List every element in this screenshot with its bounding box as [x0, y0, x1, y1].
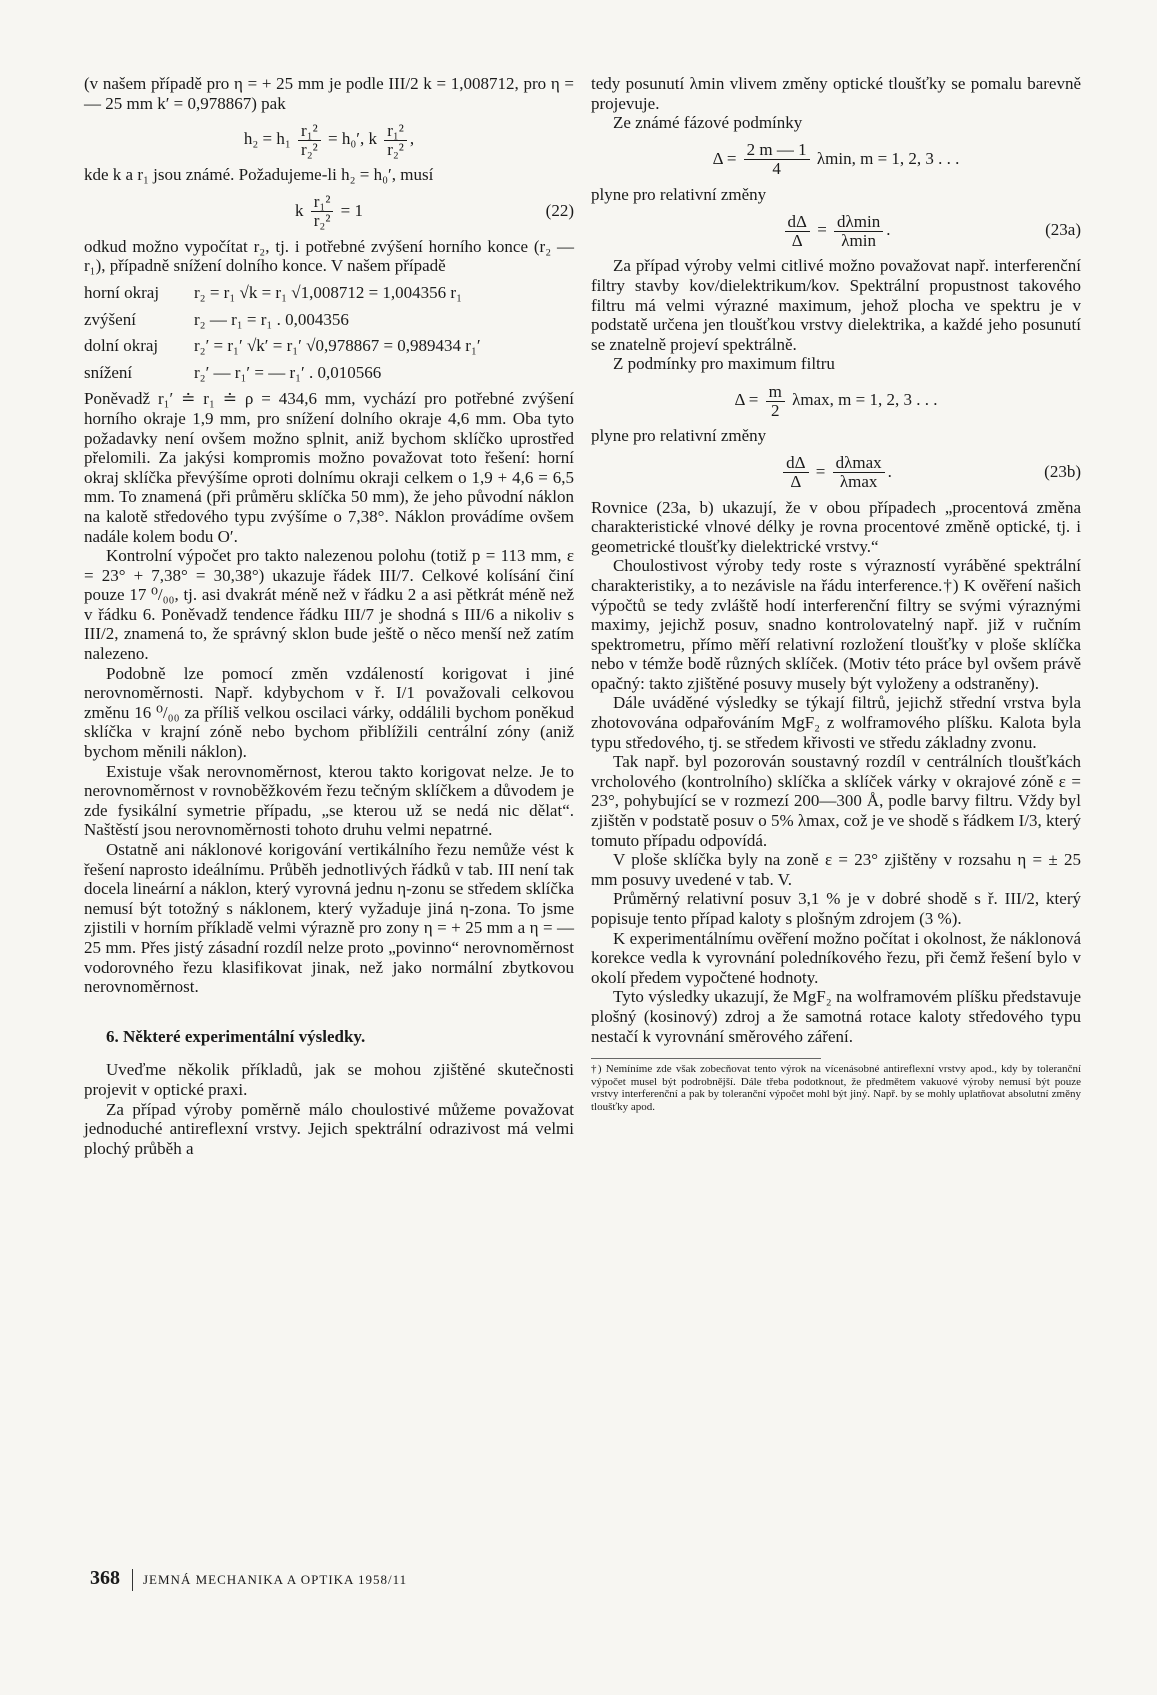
left-column — [84, 74, 574, 1158]
paragraph: odkud možno vypočítat r₂, tj. i potřebné zvýšení horního konce (r₂ — r₁), případně snížení dolního konce. V našem případě — [84, 236, 574, 276]
footnote-text: †) Nemíníme zde však zobecňovat tento výrok na vícenásobné antireflexní vrstvy apod., kdy by toleranční výpočet musel být podrobnější. Dále třeba podotknout, že předmětem vakuové výroby nemusí být pouze vrstvy interferenční a pak by toleranční výpočet mohl být jiný. Např. by se mohly uplatňovat absolutní změny tloušťky apod. — [591, 1063, 1081, 1113]
section-heading: 6. Některé experimentální výsledky. — [106, 1026, 366, 1046]
equation-h2: h₂ = h₁ $\frac{\text{r₁²}}{\text{r₂²}}$ = h₀′, k $\frac{\text{r₁²}}{\text{r₂²}}$ , — [243, 120, 415, 159]
equation-phase: Δ = $\frac{2 m — 1}{4}$ λmin, m = 1, 2, 3 . . . — [712, 140, 960, 179]
paragraph: tedy posunutí λmin vlivem změny optické tloušťky se pomalu barevně projevuje. — [591, 74, 1081, 113]
paragraph: V ploše sklíčka byly na zoně ε = 23° zjištěny v rozsahu η = ± 25 mm posuvy uvedené v tab. V. — [591, 850, 1081, 889]
page-number: 368 — [90, 1567, 120, 1589]
calc-row: dolní okraj r₂′ = r₁′ √k′ = r₁′ √0,978867 = 0,989434 r₁′ — [84, 336, 481, 356]
paragraph: Za případ výroby velmi citlivé možno považovat např. interferenční filtry stavby kov/dielektrikum/kov. Spektrální propustnost takového filtru má velmi výrazné maximum, jehož plocha ve spektru je v podstatě určena jen tloušťkou vrstvy dielektrika, a každé jeho posunutí se znatelně projeví spektrálně. — [591, 256, 1081, 354]
equation-number: (22) — [545, 200, 574, 220]
journal-title: JEMNÁ MECHANIKA A OPTIKA 1958/11 — [143, 1572, 408, 1587]
equation-23a: $\frac{d\Delta}{\Delta}$ = $\frac{d\lambda\min}{\lambda\min}$ . (23a) — [591, 210, 1081, 250]
equation-22: k $\frac{\text{r₁²}}{\text{r₂²}}$ = 1 (22) — [294, 192, 574, 231]
equation-number: (23b) — [1044, 461, 1081, 481]
equation-max: Δ = $\frac{m}{2}$ λmax, m = 1, 2, 3 . . . — [734, 381, 938, 420]
calc-row: snížení r₂′ — r₁′ = — r₁′ . 0,010566 — [84, 362, 382, 382]
equation-23b: $\frac{d\Delta}{\Delta}$ = $\frac{d\lambda\max}{\lambda\max}$ . (23b) — [591, 452, 1081, 492]
paragraph: Existuje však nerovnoměrnost, kterou takto korigovat nelze. Je to nerovnoměrnost v rovnoběžkovém řezu tečným sklíčkem a důvodem je zde fysikální symetrie případu, „se kterou už se nedá nic dělat“. Naštěstí jsou nerovnoměrnosti tohoto druhu velmi nepatrné. — [84, 761, 574, 840]
footnote — [591, 1058, 1081, 1113]
paragraph: Ostatně ani náklonové korigování vertikálního řezu nemůže vést k řešení naprosto ideálnímu. Průběh jednotlivých řádků v tab. III není tak docela lineární a náklon, který vyrovná jednu η-zonu se středem sklíčka nemusí být totožný s náklonem, který vyžaduje jiná η-zona. To jsme zjistili v horním příkladě velmi výrazně pro zony η = + 25 mm a η = — 25 mm. Přes jistý zásadní rozdíl nelze proto „povinno“ nerovnoměrnost vodorovného řezu klasifikovat jinak, než jako normální zbytkovou nerovnoměrnost. — [84, 840, 574, 997]
paragraph: K experimentálnímu ověření možno počítat i okolnost, že náklonová korekce vedla k vyrovnání poledníkového řezu, při čemž řešení bylo v okolí předem vypočtené hodnoty. — [591, 928, 1081, 987]
paragraph: Rovnice (23a, b) ukazují, že v obou případech „procentová změna charakteristické vlnové délky je rovna procentové změně optické, tj. i geometrické tloušťky dielektrické vrstvy.“ — [591, 497, 1081, 556]
paragraph: Tyto výsledky ukazují, že MgF₂ na wolframovém plíšku představuje plošný (kosinový) zdroj a že samotná rotace kaloty středového typu nestačí k vyrovnání směrového záření. — [591, 987, 1081, 1046]
paragraph: Choulostivost výroby tedy roste s výrazností vyráběné spektrální charakteristiky, a to nezávisle na řádu interference.†) K ověření našich výpočtů se tedy zvláště hodí interferenční filtry se svými výraznými maximy, jejichž posuv, snadno kontrolovatelný např. již v ručním spektrometru, přímo měří relativní rozložení tloušťky v ploše sklíčka nebo v témže bodě různých sklíček. (Motiv této práce byl ovšem právě opačný: takto zjištěné posuvy musely být vyloženy a odstraněny). — [591, 556, 1081, 693]
paragraph: (v našem případě pro η = + 25 mm je podle III/2 k = 1,008712, pro η = — 25 mm k′ = 0,978867) pak — [84, 74, 574, 113]
paragraph: plyne pro relativní změny — [591, 184, 767, 204]
page-footer — [90, 1567, 407, 1591]
calc-row: horní okraj r₂ = r₁ √k = r₁ √1,008712 = 1,004356 r₁ — [84, 282, 463, 302]
paragraph: Ze známé fázové podmínky — [613, 113, 803, 133]
paragraph: Průměrný relativní posuv 3,1 % je v dobré shodě s ř. III/2, který popisuje tento případ kaloty s plošným zdrojem (3 %). — [591, 889, 1081, 928]
right-column — [591, 74, 1081, 1113]
paragraph: Z podmínky pro maximum filtru — [613, 354, 835, 374]
equation-number: (23a) — [1045, 220, 1081, 240]
paragraph: Podobně lze pomocí změn vzdáleností korigovat i jiné nerovnoměrnosti. Např. kdybychom v ř. I/1 považovali celkovou změnu 16 ⁰/₀₀ za příliš velkou oscilaci várky, oddálili bychom poněkud sklíčka v krajní zóně nebo bychom přiblížili centrální zóny (aniž bychom měnili náklon). — [84, 663, 574, 762]
calc-row: zvýšení r₂ — r₁ = r₁ . 0,004356 — [84, 309, 349, 329]
divider — [132, 1569, 133, 1591]
paragraph: plyne pro relativní změny — [591, 425, 767, 445]
paragraph: kde k a r₁ jsou známé. Požadujeme-li h₂ = h₀′, musí — [84, 165, 434, 185]
paragraph: Poněvadž r₁′ ≐ r₁ ≐ ρ = 434,6 mm, vychází pro potřebné zvýšení horního okraje 1,9 mm, pro snížení dolního okraje 4,6 mm. Oba tyto požadavky není ovšem možno splnit, aniž bychom sklíčko uprostřed přelomili. Za jakýsi kompromis možno považovat toto řešení: horní okraj sklíčka převýšíme oproti dolnímu okraji celkem o 1,9 + 4,6 = 6,5 mm. To znamená (při průměru sklíčka 50 mm), že jeho původní náklon na kalotě středového typu zvýšíme o 7,38°. Náklon provádíme ovšem nadále kolem bodu O′. — [84, 389, 574, 546]
paragraph: Za případ výroby poměrně málo choulostivé můžeme považovat jednoduché antireflexní vrstvy. Jejich spektrální odrazivost má velmi plochý průběh a — [84, 1099, 574, 1158]
paragraph: Uveďme několik příkladů, jak se mohou zjištěné skutečnosti projevit v optické praxi. — [84, 1060, 574, 1099]
paragraph: Tak např. byl pozorován soustavný rozdíl v centrálních tloušťkách vrcholového (kontrolního) sklíčka a sklíček várky v okrajové zóně ε = 23°, pohybující se v rozmezí 200—300 Å, podle barvy filtru. Vždy byl zjištěn v podstatě posuv o 5% λmax, což je ve shodě s řádkem I/3, který tomuto případu odpovídá. — [591, 752, 1081, 850]
paragraph: Dále uváděné výsledky se týkají filtrů, jejichž střední vrstva byla zhotovována odpařováním MgF₂ z wolframového plíšku. Kalota byla typu středového, tj. se středem křivosti ve středu základny zvonu. — [591, 693, 1081, 752]
paragraph: Kontrolní výpočet pro takto nalezenou polohu (totiž p = 113 mm, ε = 23° + 7,38° = 30,38°) ukazuje řádek III/7. Celkové kolísání činí pouze 17 ⁰/₀₀, tj. asi dvakrát méně než v řádku 2 a asi pětkrát méně než v řádku 6. Poněvadž tendence řádku III/7 je shodná s III/6 a nikoliv s III/2, znamená to, že správný sklon bude ještě o něco menší než zatím nalezeno. — [84, 546, 574, 664]
